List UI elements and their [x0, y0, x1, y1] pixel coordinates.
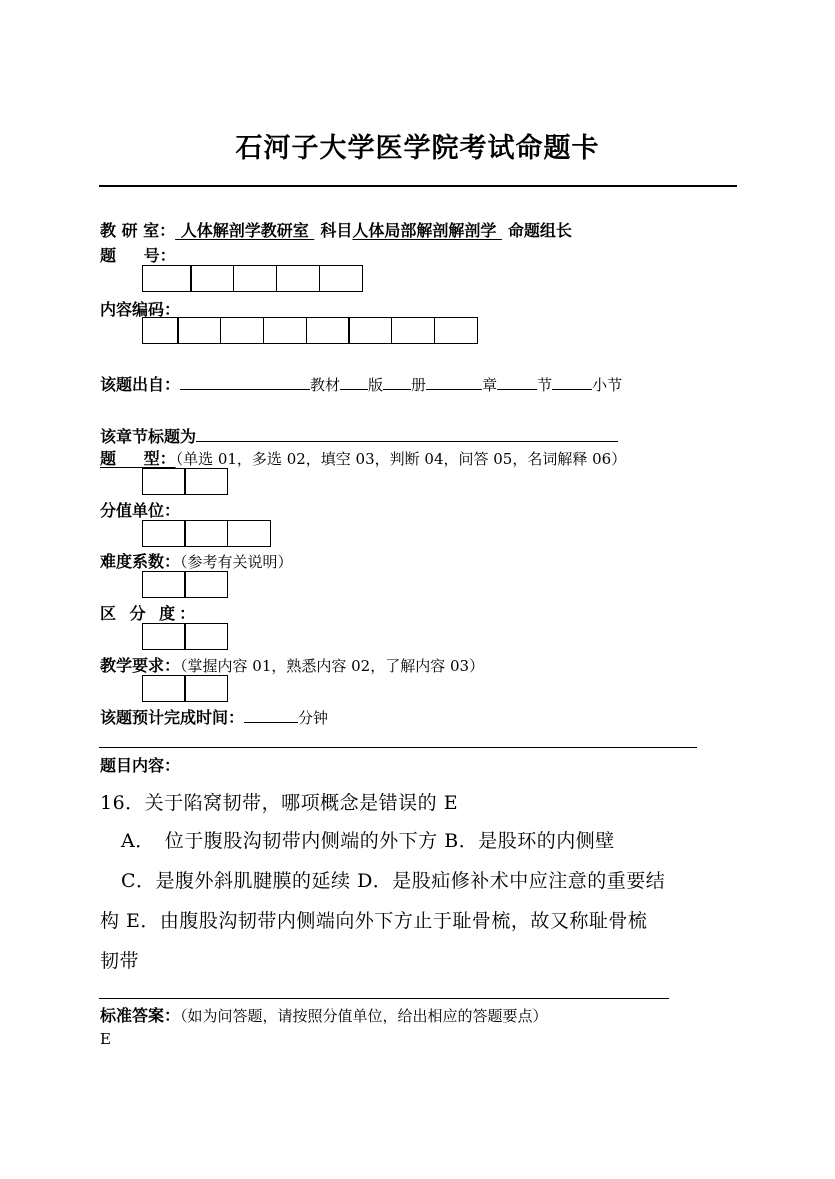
source-label: 该题出自：: [100, 375, 181, 394]
qtype-boxes[interactable]: [143, 468, 228, 495]
leader-label: 命题组长: [507, 221, 572, 240]
question-number-boxes[interactable]: [143, 265, 363, 292]
question-line-4: 构 E．由腹股沟韧带内侧端向外下方止于耻骨梳，故又称耻骨梳: [100, 910, 648, 932]
discrimination-label: 区 分 度：: [100, 604, 200, 623]
header-row: [100, 218, 572, 241]
difficulty-hint: （参考有关说明）: [180, 553, 293, 571]
section-blank[interactable]: [497, 374, 537, 390]
answer-value: E: [100, 1030, 111, 1048]
chapter-title-label: 该章节标题为: [100, 427, 197, 446]
dept-value: 人体解剖学教研室: [175, 221, 315, 240]
volume-blank[interactable]: [383, 374, 411, 390]
requirement-label: 教学要求：: [100, 656, 181, 675]
time-blank[interactable]: [244, 707, 298, 723]
section-label: 节: [537, 376, 553, 394]
score-unit-label: 分值单位：: [100, 501, 181, 520]
edition-blank[interactable]: [340, 374, 368, 390]
answer-hint: （如为问答题，请按照分值单位，给出相应的答题要点）: [180, 1007, 548, 1025]
subject-label: 科目: [320, 221, 353, 240]
question-line-3: C．是腹外斜肌腱膜的延续 D．是股疝修补术中应注意的重要结: [121, 870, 666, 892]
question-line-1: 16．关于陷窝韧带，哪项概念是错误的 E: [100, 792, 459, 814]
requirement-row: [100, 653, 484, 676]
subsection-blank[interactable]: [552, 374, 592, 390]
qtype-row: [100, 446, 626, 469]
subsection-label: 小节: [592, 376, 623, 394]
answer-divider: [99, 998, 669, 999]
source-row: [100, 372, 622, 395]
discrimination-boxes[interactable]: [143, 623, 228, 650]
volume-label: 册: [411, 376, 427, 394]
question-number-label: 题 号：: [100, 246, 176, 265]
edition-label: 版: [368, 376, 384, 394]
subject-value: 人体局部解剖解剖学: [352, 221, 502, 240]
answer-row: [100, 1003, 548, 1026]
qtype-hint: （单选 01，多选 02，填空 03，判断 04，问答 05，名词解释 06）: [175, 450, 627, 468]
chapter-title-row: [100, 424, 618, 447]
difficulty-label: 难度系数：: [100, 552, 181, 571]
requirement-boxes[interactable]: [143, 675, 228, 702]
question-line-5: 韧带: [100, 950, 140, 972]
question-line-2: A． 位于腹股沟韧带内侧端的外下方 B．是股环的内侧壁: [121, 830, 615, 852]
content-label: 题目内容：: [100, 756, 181, 775]
time-label: 该题预计完成时间：: [100, 708, 245, 727]
chapter-title-blank[interactable]: [196, 426, 618, 442]
answer-label: 标准答案：: [100, 1006, 181, 1025]
requirement-hint: （掌握内容 01，熟悉内容 02，了解内容 03）: [180, 657, 485, 675]
qtype-label: 题 型：: [100, 449, 176, 468]
content-code-label: 内容编码：: [100, 300, 181, 319]
chapter-label: 章: [482, 376, 498, 394]
time-unit: 分钟: [298, 709, 329, 727]
score-unit-boxes[interactable]: [143, 520, 271, 547]
content-code-boxes[interactable]: [143, 317, 478, 344]
dept-label: 教 研 室：: [100, 221, 176, 240]
difficulty-boxes[interactable]: [143, 571, 228, 598]
time-row: [100, 705, 328, 728]
title-divider: [99, 185, 737, 187]
content-divider: [99, 747, 697, 748]
source-blank[interactable]: [180, 374, 310, 390]
chapter-blank[interactable]: [426, 374, 482, 390]
difficulty-row: [100, 549, 293, 572]
page-title: 石河子大学医学院考试命题卡: [235, 133, 600, 164]
textbook-label: 教材: [310, 376, 341, 394]
